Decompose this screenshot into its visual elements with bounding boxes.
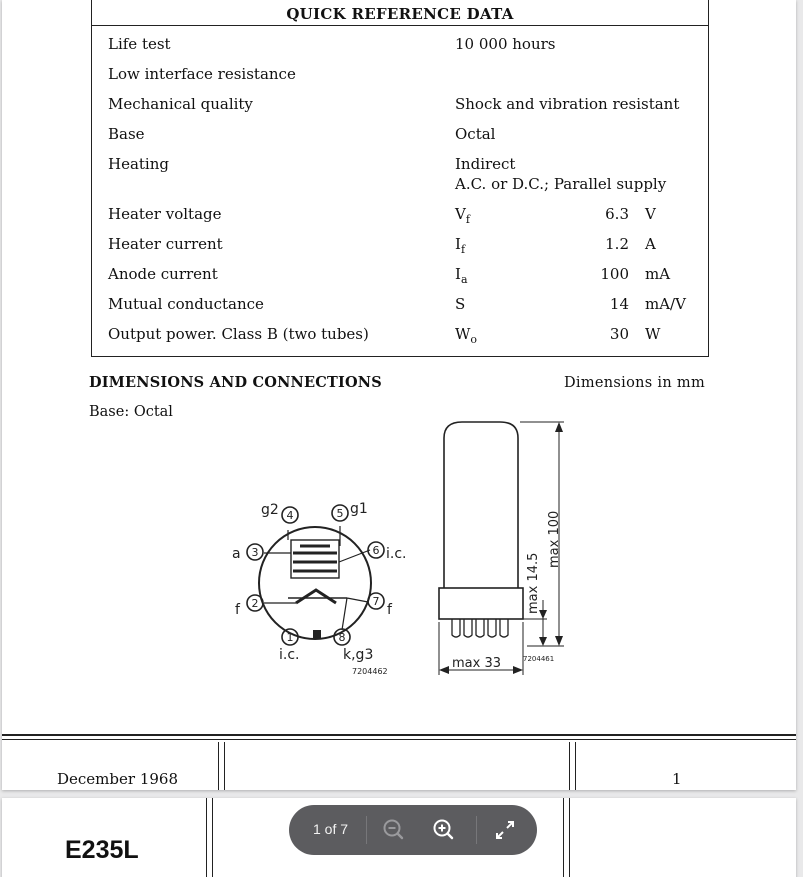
tube-type-title: E235L <box>65 836 139 864</box>
zoom-in-button[interactable] <box>430 816 458 844</box>
footer-rule <box>2 739 796 740</box>
pin-number: 7 <box>372 595 380 608</box>
pin-connection-diagram <box>247 505 384 645</box>
spec-label: Base <box>108 125 145 143</box>
fullscreen-icon <box>491 816 519 844</box>
param-unit: W <box>645 325 661 343</box>
param-symbol: $V_f$ <box>455 205 470 226</box>
param-value: 100 <box>600 265 629 283</box>
param-label: Mutual conductance <box>108 295 264 313</box>
spec-value: Shock and vibration resistant <box>455 95 680 113</box>
toolbar-divider <box>476 816 477 844</box>
param-value: 6.3 <box>605 205 629 223</box>
toolbar-divider <box>366 816 367 844</box>
pin-label: i.c. <box>279 647 300 663</box>
param-symbol: $W_o$ <box>455 325 478 346</box>
footer-page-number: 1 <box>672 770 682 788</box>
pin-number: 4 <box>286 509 294 522</box>
diameter-dimension: max 33 <box>452 656 501 671</box>
param-symbol: $I_a$ <box>455 265 468 286</box>
pin-label: f <box>387 602 392 618</box>
pin-label: g1 <box>350 501 368 517</box>
zoom-out-button[interactable] <box>380 816 408 844</box>
pin-label: k,g3 <box>343 647 374 663</box>
param-value: 30 <box>609 325 629 343</box>
dimensions-units-note: Dimensions in mm <box>564 375 706 391</box>
footer-rule <box>2 734 796 736</box>
spec-label: Life test <box>108 35 171 53</box>
spec-value: Indirect <box>455 155 516 173</box>
param-symbol: S <box>455 295 466 313</box>
pin-label: i.c. <box>386 546 407 562</box>
param-symbol: $I_f$ <box>455 235 466 256</box>
param-unit: mA/V <box>645 295 686 313</box>
fullscreen-button[interactable] <box>491 816 519 844</box>
tube-dimension-labels <box>452 511 562 671</box>
document-page-1 <box>2 0 796 790</box>
pin-number: 6 <box>372 544 380 557</box>
quick-reference-title: QUICK REFERENCE DATA <box>92 2 708 26</box>
pin-label: f <box>235 602 240 618</box>
pin-number: 5 <box>336 507 344 520</box>
pin-label: a <box>232 546 241 562</box>
tube-outline-drawing <box>439 422 564 675</box>
spec-value: Octal <box>455 125 496 143</box>
pin-number: 1 <box>286 631 294 644</box>
height-dimension: max 100 <box>547 510 562 568</box>
pin-label: g2 <box>261 502 279 518</box>
zoom-out-icon <box>380 816 408 844</box>
spec-value-continued: A.C. or D.C.; Parallel supply <box>455 175 667 193</box>
drawing-code: 7204462 <box>352 667 388 676</box>
param-unit: V <box>645 205 656 223</box>
spec-label: Mechanical quality <box>108 95 253 113</box>
param-label: Heater current <box>108 235 223 253</box>
dimension-drawings <box>2 0 796 700</box>
param-label: Heater voltage <box>108 205 222 223</box>
spec-label: Low interface resistance <box>108 65 296 83</box>
pdf-viewer-toolbar <box>289 805 537 855</box>
base-height-dimension: max 14.5 <box>526 552 541 614</box>
pin-number: 8 <box>338 631 346 644</box>
param-unit: mA <box>645 265 671 283</box>
drawing-code: 7204461 <box>523 655 555 663</box>
zoom-in-icon <box>430 816 458 844</box>
dimensions-title: DIMENSIONS AND CONNECTIONS <box>89 374 382 391</box>
pin-number: 2 <box>251 597 259 610</box>
param-unit: A <box>645 235 656 253</box>
spec-label: Heating <box>108 155 169 173</box>
param-value: 14 <box>609 295 629 313</box>
base-note: Base: Octal <box>89 404 173 420</box>
pin-number: 3 <box>251 546 259 559</box>
param-label: Anode current <box>108 265 218 283</box>
spec-value: 10 000 hours <box>455 35 556 53</box>
param-label: Output power. Class B (two tubes) <box>108 325 369 343</box>
footer-center-box-inner <box>224 742 570 790</box>
page-indicator: 1 of 7 <box>313 821 349 837</box>
footer-date: December 1968 <box>57 770 178 788</box>
param-value: 1.2 <box>605 235 629 253</box>
